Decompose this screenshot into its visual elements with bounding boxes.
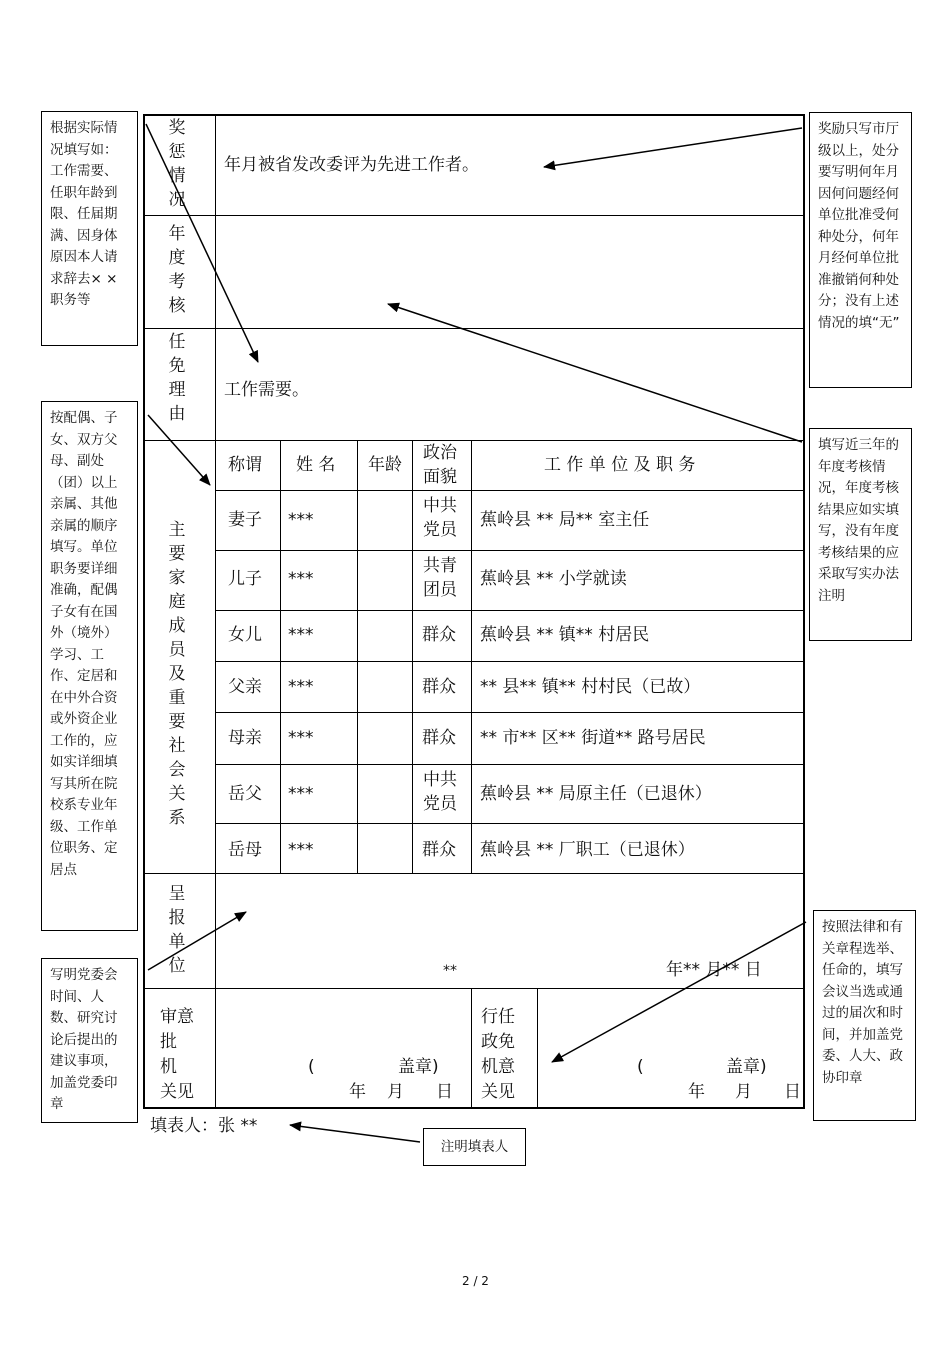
header-relation: 称谓 <box>228 455 262 475</box>
approval-year: 年 <box>349 1082 366 1102</box>
admin-label: 行任 <box>481 1007 515 1027</box>
row-name: *** <box>288 677 314 697</box>
row-name: *** <box>288 569 314 589</box>
row-relation: 儿子 <box>228 569 262 589</box>
report-unit: ** <box>443 963 457 979</box>
admin-label: 机意 <box>481 1057 515 1077</box>
admin-label: 关见 <box>481 1082 515 1102</box>
row-relation: 岳母 <box>228 840 262 860</box>
row-politics: 群众 <box>422 625 456 645</box>
report-date: 年** 月** 日 <box>666 960 762 980</box>
approval-label: 关见 <box>160 1082 194 1102</box>
approval-month: 月 <box>387 1082 404 1102</box>
row-politics: 中共党员 <box>423 770 457 814</box>
approval-arrow <box>552 922 806 1062</box>
row-work: 蕉岭县 ** 镇** 村居民 <box>480 625 650 645</box>
reason-text: 工作需要。 <box>224 380 309 400</box>
row-politics: 中共党员 <box>423 496 457 540</box>
admin-month: 月 <box>735 1082 752 1102</box>
row-relation: 岳父 <box>228 784 262 804</box>
approval-seal: 盖章) <box>398 1057 439 1077</box>
header-work: 工 作 单 位 及 职 务 <box>544 455 696 475</box>
header-age: 年龄 <box>368 455 402 475</box>
approval-paren: ( <box>308 1057 315 1077</box>
row-name: *** <box>288 510 314 530</box>
reward-note: 奖励只写市厅级以上，处分要写明何年月因何问题经何单位批准受何种处分，何年月经何单位批准撤销何种处分；没有上述情况的填“无” <box>809 112 912 388</box>
row-relation: 父亲 <box>228 677 262 697</box>
row-work: ** 市** 区** 街道** 路号居民 <box>480 728 706 748</box>
report-arrow <box>148 912 246 970</box>
row-name: *** <box>288 784 314 804</box>
header-name: 姓 名 <box>296 455 336 475</box>
row-work: 蕉岭县 ** 厂职工（已退休） <box>480 840 695 860</box>
reason-note: 根据实际情况填写如：工作需要、任职年龄到限、任届期满、因身体原因本人请求辞去× ×职务等 <box>41 111 138 346</box>
approval-label: 机 <box>160 1057 177 1077</box>
row-politics: 共青团员 <box>423 556 457 600</box>
row-name: *** <box>288 728 314 748</box>
page-number: 2 / 2 <box>462 1274 489 1288</box>
admin-seal: 盖章) <box>726 1057 767 1077</box>
reason-arrow <box>146 124 258 362</box>
admin-label: 政免 <box>481 1032 515 1052</box>
row-work: 蕉岭县 ** 局** 室主任 <box>480 510 650 530</box>
filler-arrow <box>290 1125 420 1142</box>
reason-label: 任免理由 <box>168 332 186 424</box>
assessment-label: 年度考核 <box>168 224 186 316</box>
row-work: 蕉岭县 ** 局原主任（已退休） <box>480 784 712 804</box>
row-relation: 母亲 <box>228 728 262 748</box>
report-note: 写明党委会时间、人数、研究讨论后提出的建议事项，加盖党委印章 <box>41 958 138 1123</box>
header-politics: 政治面貌 <box>423 443 457 487</box>
approval-label: 批 <box>160 1032 177 1052</box>
admin-day: 日 <box>784 1082 801 1102</box>
family-arrow <box>148 415 210 485</box>
rewards-text: 年月被省发改委评为先进工作者。 <box>224 155 479 175</box>
approval-label: 审意 <box>160 1007 194 1027</box>
approval-day: 日 <box>436 1082 453 1102</box>
admin-year: 年 <box>688 1082 705 1102</box>
row-politics: 群众 <box>422 677 456 697</box>
reward-arrow <box>544 128 802 167</box>
rewards-label: 奖惩情况 <box>168 118 186 210</box>
row-work: ** 县** 镇** 村村民（已故） <box>480 677 701 697</box>
row-relation: 妻子 <box>228 510 262 530</box>
row-name: *** <box>288 625 314 645</box>
row-work: 蕉岭县 ** 小学就读 <box>480 569 627 589</box>
assessment-arrow <box>388 304 802 442</box>
assessment-note: 填写近三年的年度考核情况，年度考核结果应如实填写，没有年度考核结果的应采取写实办法注明 <box>809 428 912 641</box>
family-label: 主要家庭成员及重要社会关系 <box>168 520 186 828</box>
row-name: *** <box>288 840 314 860</box>
filler-label: 填表人：张 ** <box>150 1116 258 1136</box>
filler-note: 注明填表人 <box>423 1128 526 1166</box>
row-relation: 女儿 <box>228 625 262 645</box>
report-label: 呈报单位 <box>168 884 186 976</box>
family-note: 按配偶、子女、双方父母、副处（团）以上亲属、其他亲属的顺序填写。单位职务要详细准确，配偶子女有在国外（境外）学习、工作、定居和在中外合资或外资企业工作的，应如实详细填写其所在院校系专业年级、工作单位职务、定居点 <box>41 401 138 931</box>
row-politics: 群众 <box>422 840 456 860</box>
approval-note: 按照法律和有关章程选举、任命的，填写会议当选或通过的届次和时间，并加盖党委、人大、政协印章 <box>813 910 916 1121</box>
row-politics: 群众 <box>422 728 456 748</box>
admin-paren: ( <box>637 1057 644 1077</box>
